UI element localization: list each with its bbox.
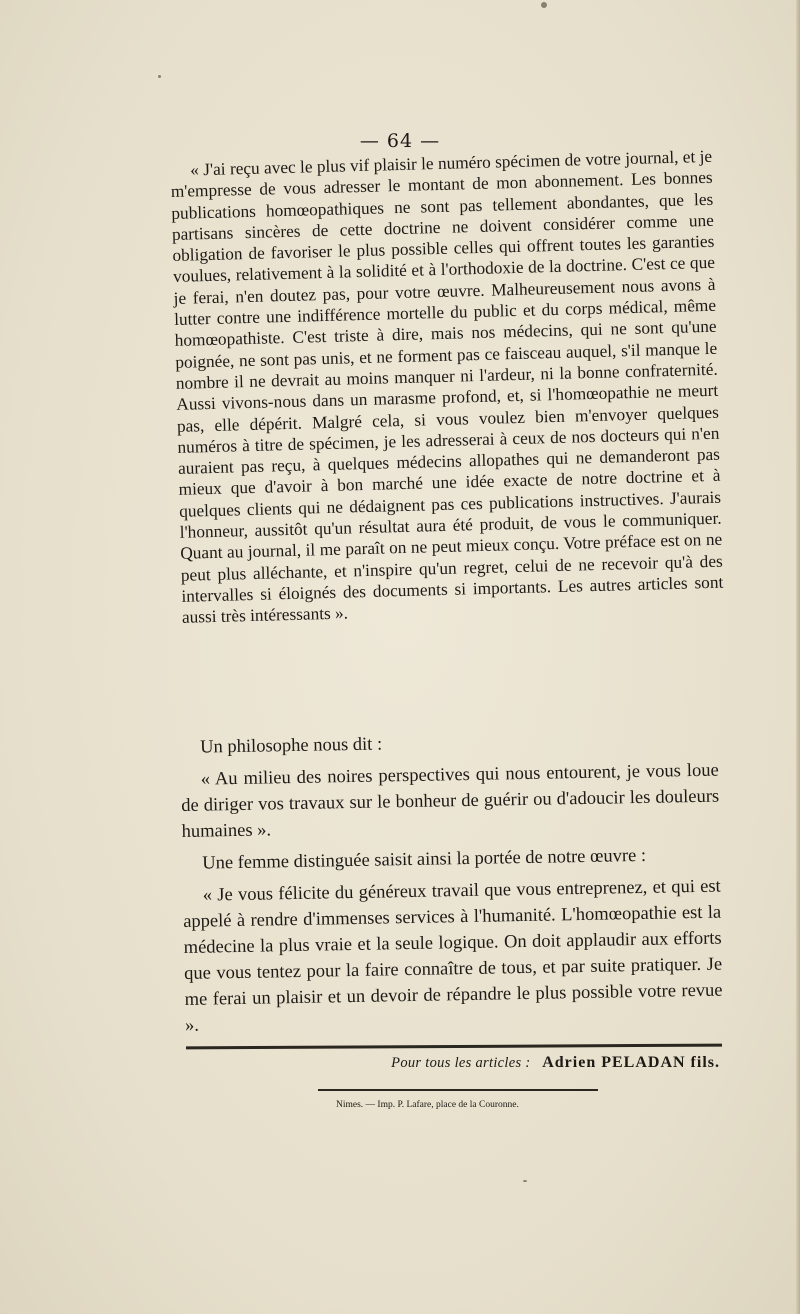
woman-intro: Une femme distinguée saisit ainsi la portée de notre œuvre : <box>202 845 647 874</box>
signature-name: Adrien PELADAN fils. <box>542 1054 720 1071</box>
imprint-rule <box>318 1089 598 1091</box>
testimonials-block <box>180 726 723 1039</box>
signature-line <box>280 1054 720 1072</box>
page-number: — 64 — <box>359 130 441 152</box>
page-edge <box>796 0 800 1314</box>
printer-imprint: Nimes. — Imp. P. Lafare, place de la Couronne. <box>336 1100 519 1110</box>
signature-lead: Pour tous les articles : <box>391 1055 531 1071</box>
letter-paragraph: « J'ai reçu avec le plus vif plaisir le numéro spécimen de votre journal, et je m'empresse de vous adresser le montant de mon abonnement. Les bonnes publications homœopathiques ne sont pas tellement abondantes, que les partisans sincères de cette doctrine ne doivent considérer comme une obligation de favoriser le plus possible celles qui offrent toutes les garanties voulues, relativement à la solidité et à l'orthodoxie de la doctrine. C'est ce que je ferai, n'en doutez pas, pour votre œuvre. Malheureusement nous avons à lutter contre une indifférence mortelle du public et du corps médical, même homœopathiste. C'est triste à dire, mais nos médecins, qui ne sont qu'une poignée, ne sont pas unis, et ne forment pas ce faisceau auquel, s'il manque le nombre il ne devrait au moins manquer ni l'ardeur, ni la bonne confraternité. Aussi vivons-nous dans un marasme profond, et, si l'homœopathie ne meurt pas, elle dépérit. Malgré cela, si vous voulez bien m'envoyer quelques numéros à titre de spécimen, je les adresserai à ceux de nos docteurs qui n'en auraient pas reçu, à quelques médecins allopathes qui ne demanderont pas mieux que d'avoir à bon marché une idée exacte de notre doctrine et à quelques clients qui ne dédaignent pas ces publications instructives. J'aurais l'honneur, aussitôt qu'un résultat aura été produit, de vous le communiquer. Quant au journal, il me paraît on ne peut mieux conçu. Votre préface est on ne peut plus alléchante, et n'inspire qu'un regret, celui de ne recevoir qu'à des intervalles si éloignés des documents si importants. Les autres articles sont aussi très intéressants ». <box>170 146 724 628</box>
philosopher-quote: « Au milieu des noires perspectives qui nous entourent, je vous loue de diriger vos travaux sur le bonheur de guérir ou d'adoucir les douleurs humaines ». <box>181 760 720 842</box>
letter-block <box>170 146 724 629</box>
paper-speck <box>158 75 161 78</box>
philosopher-intro: Un philosophe nous dit : <box>200 734 383 758</box>
paper-speck <box>523 1180 527 1182</box>
separator-rule <box>186 1044 722 1050</box>
paper-speck <box>541 2 547 8</box>
woman-quote: « Je vous félicite du généreux travail que vous entreprenez, et qui est appelé à rendre d'immenses services à l'humanité. L'homœopathie est la médecine la plus vraie et la seule logique. On doit applaudir aux efforts que vous tentez pour la faire connaître de tous, et par suite pratiquer. Je me ferai un plaisir et un devoir de répandre le plus possible votre revue ». <box>183 876 723 1036</box>
